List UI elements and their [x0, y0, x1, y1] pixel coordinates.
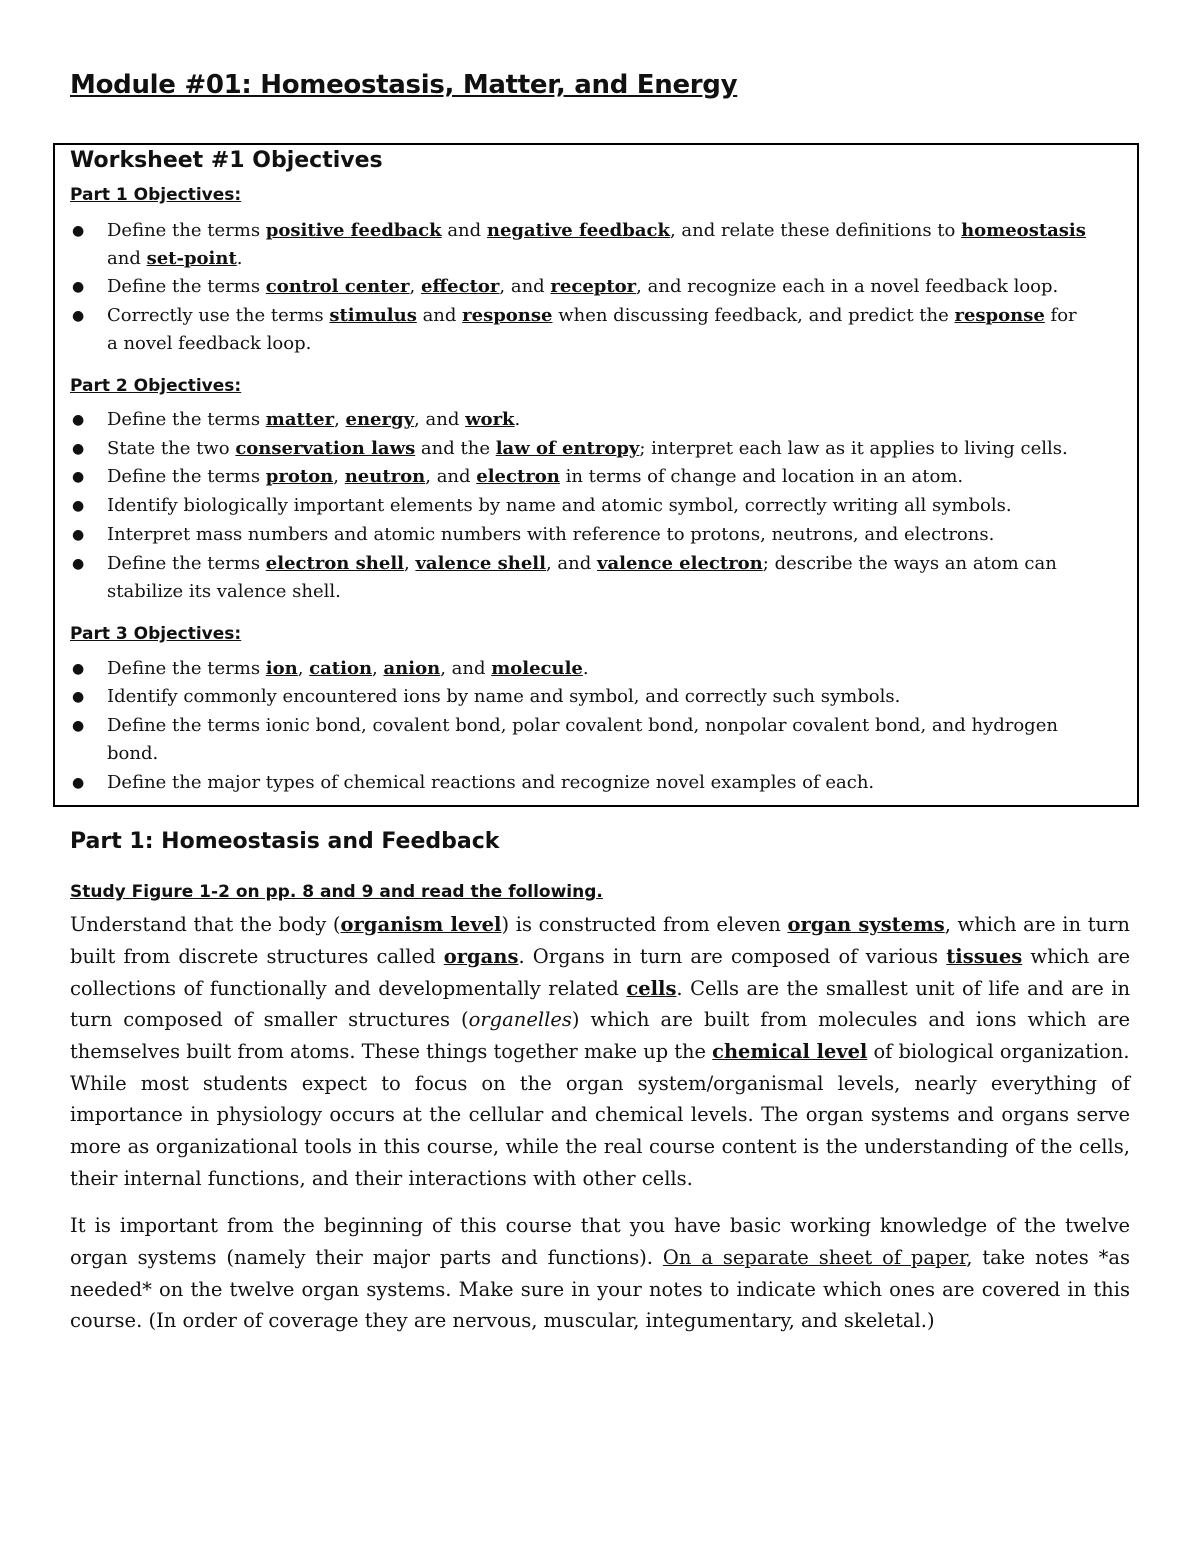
bullet-icon — [72, 772, 84, 794]
paragraph-line: their internal functions, and their interactions with other cells. — [70, 1167, 693, 1190]
objectives-box — [53, 143, 1139, 807]
bullet-icon — [72, 305, 84, 327]
paragraph-line: themselves built from atoms. These things together make up the chemical level of biological organization. — [70, 1040, 1130, 1063]
objective-item: Interpret mass numbers and atomic numbers with reference to protons, neutrons, and electrons. — [107, 524, 995, 545]
paragraph-line: While most students expect to focus on the organ system/organismal levels, nearly everything of — [70, 1072, 1130, 1095]
bullet-icon — [72, 553, 84, 575]
objective-item-continued: a novel feedback loop. — [107, 333, 312, 354]
part3-objectives-heading: Part 3 Objectives: — [70, 624, 242, 644]
objective-item-continued: stabilize its valence shell. — [107, 581, 341, 602]
bullet-icon — [72, 686, 84, 708]
paragraph-line: It is important from the beginning of this course that you have basic working knowledge of the twelve — [70, 1214, 1130, 1237]
section-title: Part 1: Homeostasis and Feedback — [70, 829, 500, 854]
bullet-icon — [72, 524, 84, 546]
paragraph-line: Understand that the body (organism level) is constructed from eleven organ systems, which are in turn — [70, 913, 1130, 936]
paragraph-line: collections of functionally and developmentally related cells. Cells are the smallest unit of life and are in — [70, 977, 1131, 1000]
bullet-icon — [72, 409, 84, 431]
objective-item: Identify commonly encountered ions by name and symbol, and correctly such symbols. — [107, 686, 901, 707]
bullet-icon — [72, 276, 84, 298]
paragraph-line: course. (In order of coverage they are nervous, muscular, integumentary, and skeletal.) — [70, 1309, 935, 1332]
objective-item: Define the major types of chemical reactions and recognize novel examples of each. — [107, 772, 875, 793]
objective-item: Define the terms control center, effector, and receptor, and recognize each in a novel feedback loop. — [107, 276, 1059, 297]
bullet-icon — [72, 438, 84, 460]
paragraph-line: importance in physiology occurs at the cellular and chemical levels. The organ systems and organs serve — [70, 1103, 1130, 1126]
part2-objectives-heading: Part 2 Objectives: — [70, 376, 242, 396]
bullet-icon — [72, 466, 84, 488]
module-title: Module #01: Homeostasis, Matter, and Energy — [70, 70, 738, 100]
objective-item: Define the terms electron shell, valence shell, and valence electron; describe the ways an atom can — [107, 553, 1057, 574]
bullet-icon — [72, 495, 84, 517]
objective-item: Define the terms positive feedback and negative feedback, and relate these definitions to homeostasis — [107, 220, 1086, 241]
paragraph-line: turn composed of smaller structures (organelles) which are built from molecules and ions which are — [70, 1008, 1131, 1031]
objective-item: State the two conservation laws and the law of entropy; interpret each law as it applies to living cells. — [107, 438, 1068, 459]
bullet-icon — [72, 220, 84, 242]
objective-item: Correctly use the terms stimulus and response when discussing feedback, and predict the response for — [107, 305, 1077, 326]
paragraph-line: needed* on the twelve organ systems. Make sure in your notes to indicate which ones are covered in this — [70, 1278, 1130, 1301]
objective-item: Define the terms ion, cation, anion, and molecule. — [107, 658, 589, 679]
bullet-icon — [72, 658, 84, 680]
paragraph-line: organ systems (namely their major parts and functions). On a separate sheet of paper, take notes *as — [70, 1246, 1130, 1269]
bullet-icon — [72, 715, 84, 737]
study-instruction: Study Figure 1-2 on pp. 8 and 9 and read the following. — [70, 882, 603, 902]
objective-item: Define the terms proton, neutron, and electron in terms of change and location in an atom. — [107, 466, 964, 487]
objectives-title: Worksheet #1 Objectives — [70, 148, 383, 173]
objective-item: Define the terms matter, energy, and work. — [107, 409, 521, 430]
objective-item-continued: bond. — [107, 743, 159, 764]
objective-item-continued: and set-point. — [107, 248, 243, 269]
part1-objectives-heading: Part 1 Objectives: — [70, 185, 242, 205]
objective-item: Identify biologically important elements by name and atomic symbol, correctly writing all symbols. — [107, 495, 1012, 516]
objective-item: Define the terms ionic bond, covalent bond, polar covalent bond, nonpolar covalent bond, and hydrogen — [107, 715, 1058, 736]
paragraph-line: more as organizational tools in this course, while the real course content is the understanding of the cells, — [70, 1135, 1130, 1158]
paragraph-line: built from discrete structures called organs. Organs in turn are composed of various tissues which are — [70, 945, 1130, 968]
